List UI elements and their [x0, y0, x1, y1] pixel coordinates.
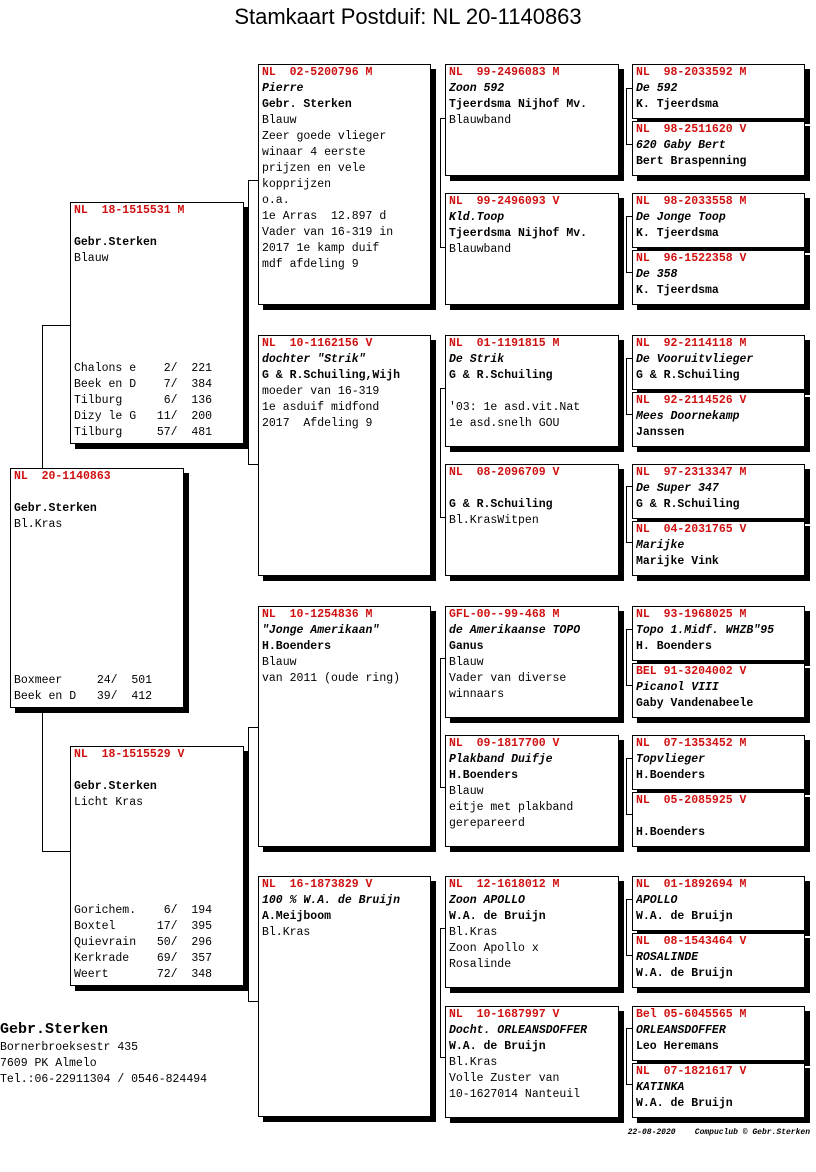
- ring-number: NL 96-1522358 V: [636, 252, 747, 265]
- pigeon-detail: 2017 1e kamp duif: [262, 242, 380, 255]
- pigeon-name: Kld.Toop: [449, 211, 505, 224]
- pigeon-detail: o.a.: [262, 194, 290, 207]
- pigeon-owner: Tjeerdsma Nijhof Mv.: [449, 98, 588, 111]
- breeder-info: [0, 1020, 207, 1088]
- pigeon-owner: K. Tjeerdsma: [636, 98, 719, 111]
- ring-number: Bel 05-6045565 M: [636, 1008, 747, 1021]
- ring-number: NL 02-5200796 M: [262, 66, 373, 79]
- pigeon-detail: [449, 384, 618, 400]
- ring-number: NL 04-2031765 V: [636, 523, 747, 536]
- ring-number: NL 01-1191815 M: [449, 337, 560, 350]
- pigeon-name: Pierre: [262, 82, 304, 95]
- pigeon-card-mf: [258, 606, 431, 847]
- pigeon-owner: W.A. de Bruijn: [636, 910, 733, 923]
- pigeon-owner: Tjeerdsma Nijhof Mv.: [449, 227, 588, 240]
- card-body: [259, 893, 430, 941]
- card-body: [633, 1080, 804, 1112]
- pigeon-owner: Gebr. Sterken: [262, 98, 352, 111]
- pigeon-detail: gerepareerd: [449, 817, 525, 830]
- pigeon-card-fff: [445, 64, 619, 176]
- pigeon-name: De Vooruitvlieger: [636, 353, 754, 366]
- card-body: [633, 623, 804, 655]
- card-body: [633, 680, 804, 712]
- card-body: [633, 893, 804, 925]
- race-results: [74, 903, 212, 983]
- pigeon-detail: moeder van 16-319: [262, 385, 380, 398]
- pigeon-detail: '03: 1e asd.vit.Nat: [449, 401, 581, 414]
- pigeon-detail: Blauw: [74, 252, 109, 265]
- ring-number: NL 99-2496083 M: [449, 66, 560, 79]
- ring-number: NL 08-1543464 V: [636, 935, 747, 948]
- pigeon-detail: eitje met plakband: [449, 801, 574, 814]
- pigeon-detail: [636, 809, 804, 825]
- pigeon-detail: Blauwband: [449, 243, 512, 256]
- breeder-phone: Tel.:06-22911304 / 0546-824494: [0, 1073, 208, 1086]
- pigeon-card-g4b: [632, 521, 805, 576]
- ring-number: NL 99-2496093 V: [449, 195, 560, 208]
- card-body: [633, 752, 804, 784]
- pigeon-detail: Vader van diverse: [449, 672, 567, 685]
- pigeon-detail: Vader van 16-319 in: [262, 226, 394, 239]
- card-body: [446, 210, 618, 258]
- pigeon-detail: Licht Kras: [74, 796, 144, 809]
- pigeon-name: Zoon APOLLO: [449, 894, 525, 907]
- pigeon-name: De Jonge Toop: [636, 211, 726, 224]
- card-body: [446, 352, 618, 432]
- ring-number: NL 07-1821617 V: [636, 1065, 747, 1078]
- ring-number: NL 05-2085925 V: [636, 794, 747, 807]
- pigeon-name: de Amerikaanse TOPO: [449, 624, 581, 637]
- pigeon-owner: G & R.Schuiling,Wijh: [262, 369, 401, 382]
- pigeon-card-fmf: [445, 335, 619, 447]
- ring-number: NL 18-1515529 V: [74, 748, 185, 761]
- pigeon-card-mmf: [445, 876, 619, 988]
- pigeon-detail: 2017 Afdeling 9: [262, 417, 373, 430]
- breeder-city: 7609 PK Almelo: [0, 1057, 97, 1070]
- race-result: Beek en D 39/ 412: [14, 690, 153, 703]
- pigeon-owner: H.Boenders: [636, 769, 706, 782]
- race-result: Kerkrade 69/ 357: [74, 952, 213, 965]
- pigeon-card-mfm: [445, 735, 619, 847]
- card-body: [446, 893, 618, 973]
- card-body: [446, 81, 618, 129]
- card-body: [71, 219, 243, 267]
- pigeon-detail: Zeer goede vlieger: [262, 130, 387, 143]
- pigeon-name: Mees Doornekamp: [636, 410, 740, 423]
- pigeon-card-g2b: [632, 250, 805, 305]
- race-result: Quievrain 50/ 296: [74, 936, 213, 949]
- pigeon-detail: 1e asd.snelh GOU: [449, 417, 560, 430]
- ring-number: NL 09-1817700 V: [449, 737, 560, 750]
- card-body: [446, 481, 618, 529]
- pigeon-name: 620 Gaby Bert: [636, 139, 726, 152]
- race-result: Dizy le G 11/ 200: [74, 410, 213, 423]
- pigeon-name: Plakband Duifje: [449, 753, 553, 766]
- pigeon-detail: Rosalinde: [449, 958, 512, 971]
- card-body: [633, 267, 804, 299]
- pigeon-card-fm: [258, 335, 431, 576]
- ring-number: NL 16-1873829 V: [262, 878, 373, 891]
- pigeon-card-subject: [10, 468, 184, 708]
- page-title: Stamkaart Postduif: NL 20-1140863: [234, 4, 582, 29]
- card-body: [633, 210, 804, 242]
- pigeon-detail: mdf afdeling 9: [262, 258, 359, 271]
- ring-number: NL 98-2033592 M: [636, 66, 747, 79]
- card-body: [446, 752, 618, 832]
- pigeon-name: Docht. ORLEANSDOFFER: [449, 1024, 588, 1037]
- card-body: [259, 623, 430, 687]
- pigeon-card-mff: [445, 606, 619, 718]
- card-body: [71, 763, 243, 811]
- pigeon-detail: [14, 485, 183, 501]
- pigeon-detail: Bl.Kras: [14, 518, 63, 531]
- pigeon-card-g7a: [632, 876, 805, 931]
- pigeon-detail: 1e Arras 12.897 d: [262, 210, 387, 223]
- pigeon-owner: Bert Braspenning: [636, 155, 747, 168]
- pigeon-detail: Bl.Kras: [449, 926, 498, 939]
- pigeon-card-g4a: [632, 464, 805, 519]
- pigeon-name: De 592: [636, 82, 678, 95]
- pigeon-detail: Blauw: [449, 656, 484, 669]
- footer-credit: 22-08-2020 Compuclub © Gebr.Sterken: [627, 1128, 810, 1137]
- pigeon-detail: Bl.Kras: [262, 926, 311, 939]
- pigeon-owner: W.A. de Bruijn: [636, 967, 733, 980]
- ring-number: BEL 91-3204002 V: [636, 665, 747, 678]
- card-body: [446, 1023, 618, 1103]
- pigeon-owner: G & R.Schuiling: [449, 369, 553, 382]
- pigeon-card-mm: [258, 876, 431, 1117]
- pigeon-owner: Leo Heremans: [636, 1040, 719, 1053]
- pigeon-detail: van 2011 (oude ring): [262, 672, 401, 685]
- pigeon-detail: winnaars: [449, 688, 505, 701]
- ring-number: NL 01-1892694 M: [636, 878, 747, 891]
- pigeon-card-g7b: [632, 933, 805, 988]
- pigeon-owner: W.A. de Bruijn: [636, 1097, 733, 1110]
- card-body: [633, 352, 804, 384]
- pigeon-name: KATINKA: [636, 1081, 685, 1094]
- race-result: Tilburg 57/ 481: [74, 426, 213, 439]
- pigeon-card-g8b: [632, 1063, 805, 1118]
- race-result: Chalons e 2/ 221: [74, 362, 213, 375]
- card-body: [633, 409, 804, 441]
- pigeon-card-father: [70, 202, 244, 444]
- pigeon-name: "Jonge Amerikaan": [262, 624, 380, 637]
- pigeon-detail: 10-1627014 Nanteuil: [449, 1088, 581, 1101]
- pigeon-owner: H.Boenders: [262, 640, 332, 653]
- pigeon-card-mmm: [445, 1006, 619, 1118]
- pigeon-owner: A.Meijboom: [262, 910, 332, 923]
- pigeon-owner: Marijke Vink: [636, 555, 719, 568]
- card-body: [633, 138, 804, 170]
- breeder-address: Bornerbroeksestr 435: [0, 1041, 139, 1054]
- pigeon-name: Topo 1.Midf. WHZB"95: [636, 624, 775, 637]
- pigeon-name: dochter "Strik": [262, 353, 366, 366]
- race-result: Tilburg 6/ 136: [74, 394, 213, 407]
- pigeon-owner: Gebr.Sterken: [74, 236, 157, 249]
- card-body: [633, 950, 804, 982]
- pigeon-owner: Gebr.Sterken: [74, 780, 157, 793]
- pigeon-name: Marijke: [636, 539, 685, 552]
- card-body: [259, 352, 430, 432]
- pigeon-owner: Janssen: [636, 426, 685, 439]
- pigeon-detail: prijzen en vele: [262, 162, 366, 175]
- pigeon-detail: Zoon Apollo x: [449, 942, 539, 955]
- pigeon-detail: [74, 763, 243, 779]
- ring-number: NL 93-1968025 M: [636, 608, 747, 621]
- pigeon-card-g5a: [632, 606, 805, 661]
- pigeon-card-g3b: [632, 392, 805, 447]
- pigeon-card-ff: [258, 64, 431, 305]
- pigeon-owner: Ganus: [449, 640, 484, 653]
- race-result: Boxmeer 24/ 501: [14, 674, 153, 687]
- ring-number: NL 10-1687997 V: [449, 1008, 560, 1021]
- ring-number: NL 20-1140863: [14, 470, 111, 483]
- card-body: [446, 623, 618, 703]
- pigeon-detail: Bl.KrasWitpen: [449, 514, 539, 527]
- pigeon-owner: W.A. de Bruijn: [449, 910, 546, 923]
- pigeon-card-ffm: [445, 193, 619, 305]
- pigeon-detail: [449, 481, 618, 497]
- pigeon-owner: G & R.Schuiling: [636, 369, 740, 382]
- pigeon-name: 100 % W.A. de Bruijn: [262, 894, 401, 907]
- pigeon-owner: K. Tjeerdsma: [636, 284, 719, 297]
- pigeon-owner: G & R.Schuiling: [449, 498, 553, 511]
- pigeon-detail: Bl.Kras: [449, 1056, 498, 1069]
- pigeon-detail: Blauw: [449, 785, 484, 798]
- pigeon-owner: W.A. de Bruijn: [449, 1040, 546, 1053]
- ring-number: NL 08-2096709 V: [449, 466, 560, 479]
- race-results: [14, 673, 152, 705]
- pigeon-card-g3a: [632, 335, 805, 390]
- card-body: [259, 81, 430, 273]
- ring-number: NL 12-1618012 M: [449, 878, 560, 891]
- ring-number: NL 92-2114118 M: [636, 337, 747, 350]
- card-body: [633, 538, 804, 570]
- pigeon-owner: G & R.Schuiling: [636, 498, 740, 511]
- pigeon-detail: kopprijzen: [262, 178, 332, 191]
- ring-number: NL 07-1353452 M: [636, 737, 747, 750]
- ring-number: NL 97-2313347 M: [636, 466, 747, 479]
- ring-number: NL 92-2114526 V: [636, 394, 747, 407]
- pigeon-owner: K. Tjeerdsma: [636, 227, 719, 240]
- pigeon-card-g5b: [632, 663, 805, 718]
- pigeon-name: ROSALINDE: [636, 951, 699, 964]
- card-body: [633, 81, 804, 113]
- pigeon-card-g2a: [632, 193, 805, 248]
- pigeon-card-g6a: [632, 735, 805, 790]
- pigeon-detail: winaar 4 eerste: [262, 146, 366, 159]
- pigeon-detail: 1e asduif midfond: [262, 401, 380, 414]
- breeder-name: Gebr.Sterken: [0, 1021, 109, 1038]
- pigeon-owner: H. Boenders: [636, 640, 712, 653]
- pigeon-detail: Volle Zuster van: [449, 1072, 560, 1085]
- race-result: Gorichem. 6/ 194: [74, 904, 213, 917]
- card-body: [11, 485, 183, 533]
- ring-number: GFL-00--99-468 M: [449, 608, 560, 621]
- pigeon-name: De Super 347: [636, 482, 719, 495]
- pigeon-name: De 358: [636, 268, 678, 281]
- pigeon-name: ORLEANSDOFFER: [636, 1024, 726, 1037]
- ring-number: NL 98-2511620 V: [636, 123, 747, 136]
- pigeon-card-g8a: [632, 1006, 805, 1061]
- pigeon-name: APOLLO: [636, 894, 678, 907]
- ring-number: NL 98-2033558 M: [636, 195, 747, 208]
- card-body: [633, 481, 804, 513]
- pigeon-card-g1b: [632, 121, 805, 176]
- card-body: [633, 809, 804, 841]
- race-result: Beek en D 7/ 384: [74, 378, 213, 391]
- card-body: [633, 1023, 804, 1055]
- ring-number: NL 10-1254836 M: [262, 608, 373, 621]
- race-result: Boxtel 17/ 395: [74, 920, 213, 933]
- ring-number: NL 10-1162156 V: [262, 337, 373, 350]
- pigeon-name: Zoon 592: [449, 82, 505, 95]
- pigeon-detail: [74, 219, 243, 235]
- pigeon-owner: H.Boenders: [449, 769, 519, 782]
- race-results: [74, 361, 212, 441]
- pigeon-detail: Blauwband: [449, 114, 512, 127]
- pigeon-owner: Gebr.Sterken: [14, 502, 97, 515]
- pigeon-name: De Strik: [449, 353, 505, 366]
- pigeon-name: Topvlieger: [636, 753, 706, 766]
- race-result: Weert 72/ 348: [74, 968, 213, 981]
- pigeon-card-mother: [70, 746, 244, 986]
- pigeon-card-g1a: [632, 64, 805, 119]
- pigeon-name: Picanol VIII: [636, 681, 719, 694]
- ring-number: NL 18-1515531 M: [74, 204, 185, 217]
- pigeon-card-fmm: [445, 464, 619, 576]
- pigeon-owner: Gaby Vandenabeele: [636, 697, 754, 710]
- pigeon-detail: Blauw: [262, 656, 297, 669]
- pigeon-detail: Blauw: [262, 114, 297, 127]
- pigeon-card-g6b: [632, 792, 805, 847]
- pigeon-owner: H.Boenders: [636, 826, 706, 839]
